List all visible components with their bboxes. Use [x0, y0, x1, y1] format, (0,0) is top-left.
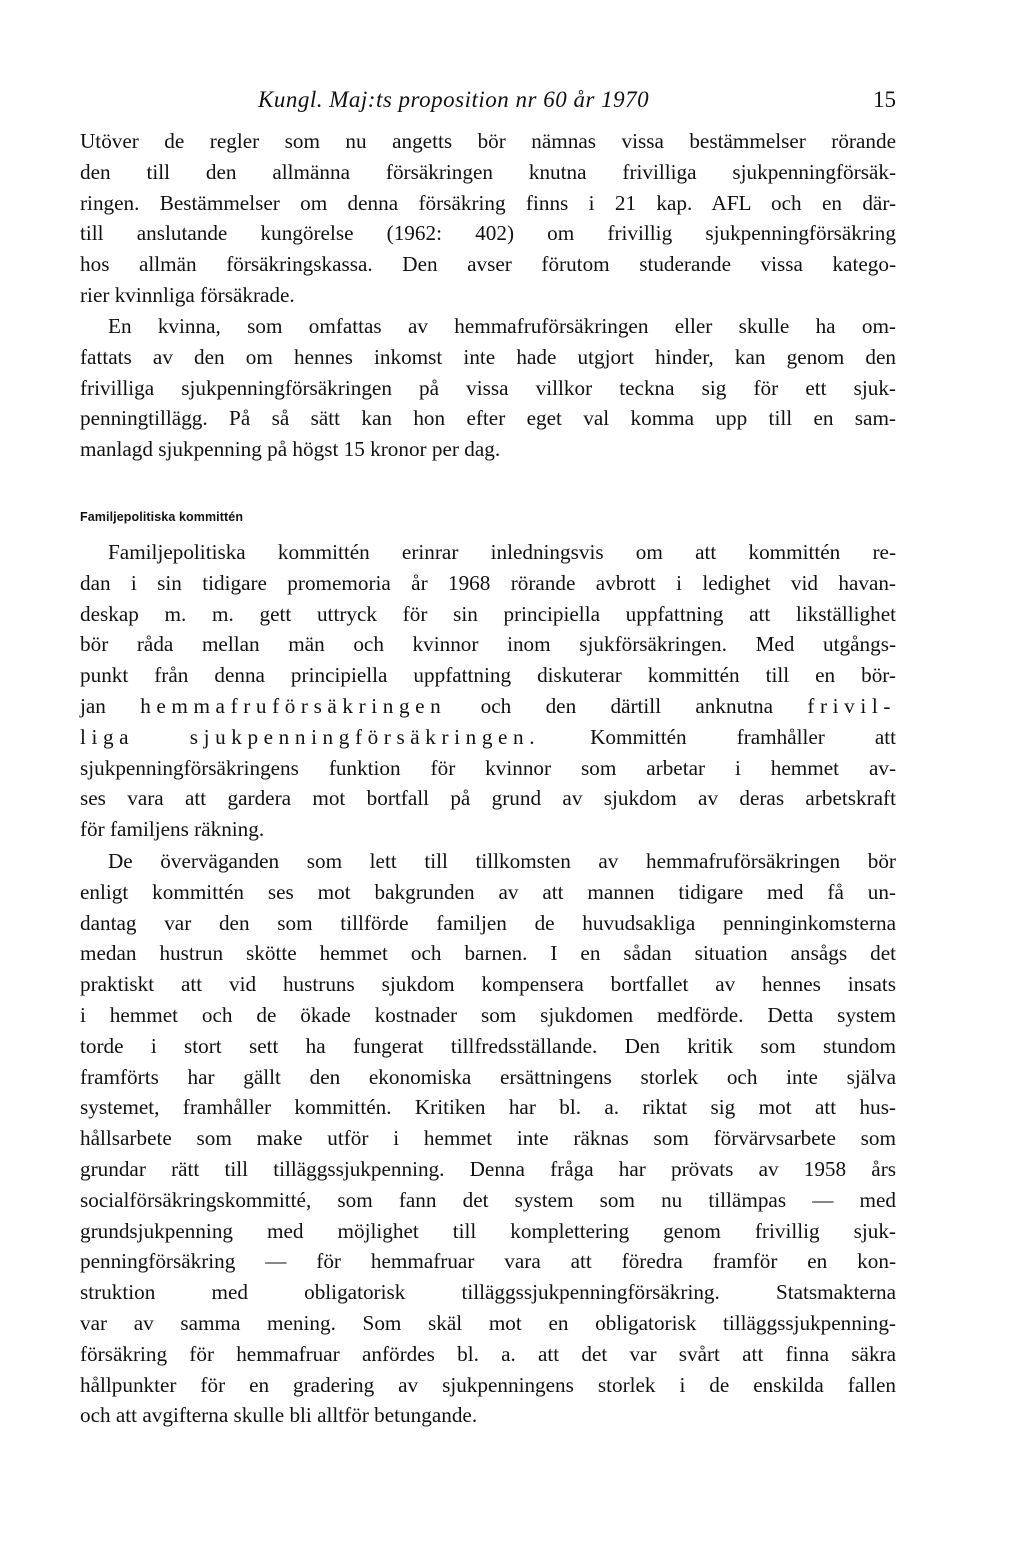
text-line: Familjepolitiska kommittén erinrar inledningsvis om att kommittén re-: [108, 540, 896, 564]
text-line: var av samma mening. Som skäl mot en obligatorisk tilläggssjukpenning-: [80, 1310, 896, 1335]
emphasized-term: liga sjukpenningförsäkringen.: [80, 724, 541, 749]
text-line: till anslutande kungörelse (1962: 402) om frivillig sjukpenningförsäkring: [80, 221, 896, 246]
text-line: torde i stort sett ha fungerat tillfredsställande. Den kritik som stundom: [80, 1033, 896, 1058]
text-line: fattats av den om hennes inkomst inte hade utgjort hinder, kan genom den: [80, 344, 896, 369]
text-line: manlagd sjukpenning på högst 15 kronor per dag.: [80, 437, 501, 462]
text-run: och den därtill anknutna: [480, 693, 774, 718]
text-line: deskap m. m. gett uttryck för sin principiella uppfattning att likställighet: [80, 601, 896, 626]
text-line: den till den allmänna försäkringen knutna frivilliga sjukpenningförsäk-: [80, 159, 896, 184]
text-line: De överväganden som lett till tillkomsten av hemmafruförsäkringen bör: [108, 849, 896, 873]
text-line: för familjens räkning.: [80, 817, 265, 842]
text-line: struktion med obligatorisk tilläggssjukpenningförsäkring. Statsmakterna: [80, 1280, 896, 1305]
page-number: 15: [873, 87, 896, 112]
section-paragraph-2: [80, 846, 896, 1431]
text-line: penningtillägg. På så sätt kan hon efter eget val komma upp till en sam-: [80, 406, 896, 431]
text-run: jan: [80, 693, 106, 718]
running-title: Kungl. Maj:ts proposition nr 60 år 1970: [258, 87, 650, 112]
text-line: socialförsäkringskommitté, som fann det system som nu tillämpas — med: [80, 1187, 896, 1212]
text-line: frivilliga sjukpenningförsäkringen på vissa villkor teckna sig för ett sjuk-: [80, 375, 896, 400]
text-line: bör råda mellan män och kvinnor inom sjukförsäkringen. Med utgångs-: [80, 632, 896, 657]
text-line: framförts har gällt den ekonomiska ersättningens storlek och inte själva: [80, 1064, 896, 1089]
text-line: Utöver de regler som nu angetts bör nämnas vissa bestämmelser rörande: [80, 129, 896, 153]
text-line: penningförsäkring — för hemmafruar vara att föredra framför en kon-: [80, 1249, 896, 1274]
text-line: enligt kommittén ses mot bakgrunden av att mannen tidigare med få un-: [80, 879, 896, 904]
text-line: dantag var den som tillförde familjen de huvudsakliga penninginkomsterna: [80, 910, 896, 935]
text-line: [80, 722, 896, 753]
intro-paragraph-2: [80, 311, 896, 465]
text-line: dan i sin tidigare promemoria år 1968 rörande avbrott i ledighet vid havan-: [80, 570, 896, 595]
intro-paragraph-1: [80, 126, 896, 311]
text-line: praktiskt att vid hustruns sjukdom kompensera bortfallet av hennes insats: [80, 972, 896, 997]
text-line: En kvinna, som omfattas av hemmafruförsäkringen eller skulle ha om-: [108, 314, 896, 338]
text-line: medan hustrun skötte hemmet och barnen. I en sådan situation ansågs det: [80, 941, 896, 966]
text-line: [80, 691, 896, 722]
text-line: och att avgifterna skulle bli alltför betungande.: [80, 1403, 478, 1428]
text-line: sjukpenningförsäkringens funktion för kvinnor som arbetar i hemmet av-: [80, 755, 896, 780]
text-line: systemet, framhåller kommittén. Kritiken har bl. a. riktat sig mot att hus-: [80, 1095, 896, 1120]
text-line: försäkring för hemmafruar anfördes bl. a. att det var svårt att finna säkra: [80, 1341, 896, 1366]
text-run: Kommittén framhåller att: [590, 724, 897, 749]
section-paragraph-1: [80, 537, 896, 845]
text-line: grundsjukpenning med möjlighet till komplettering genom frivillig sjuk-: [80, 1218, 896, 1243]
text-line: rier kvinnliga försäkrade.: [80, 282, 295, 307]
text-line: punkt från denna principiella uppfattning diskuterar kommittén till en bör-: [80, 663, 896, 688]
text-line: ringen. Bestämmelser om denna försäkring finns i 21 kap. AFL och en där-: [80, 190, 896, 215]
text-line: ses vara att gardera mot bortfall på grund av sjukdom av deras arbetskraft: [80, 786, 896, 811]
text-line: grundar rätt till tilläggssjukpenning. Denna fråga har prövats av 1958 års: [80, 1156, 896, 1181]
emphasized-term: hemmafruförsäkringen: [140, 693, 447, 718]
text-line: hos allmän försäkringskassa. Den avser förutom studerande vissa katego-: [80, 252, 896, 277]
text-line: i hemmet och de ökade kostnader som sjukdomen medförde. Detta system: [80, 1002, 896, 1027]
text-line: hållsarbete som make utför i hemmet inte räknas som förvärvsarbete som: [80, 1126, 896, 1151]
text-line: hållpunkter för en gradering av sjukpenningens storlek i de enskilda fallen: [80, 1372, 896, 1397]
page-header: [80, 87, 896, 117]
emphasized-term: frivil-: [807, 693, 896, 718]
section-heading: Familjepolitiska kommittén: [80, 510, 244, 524]
